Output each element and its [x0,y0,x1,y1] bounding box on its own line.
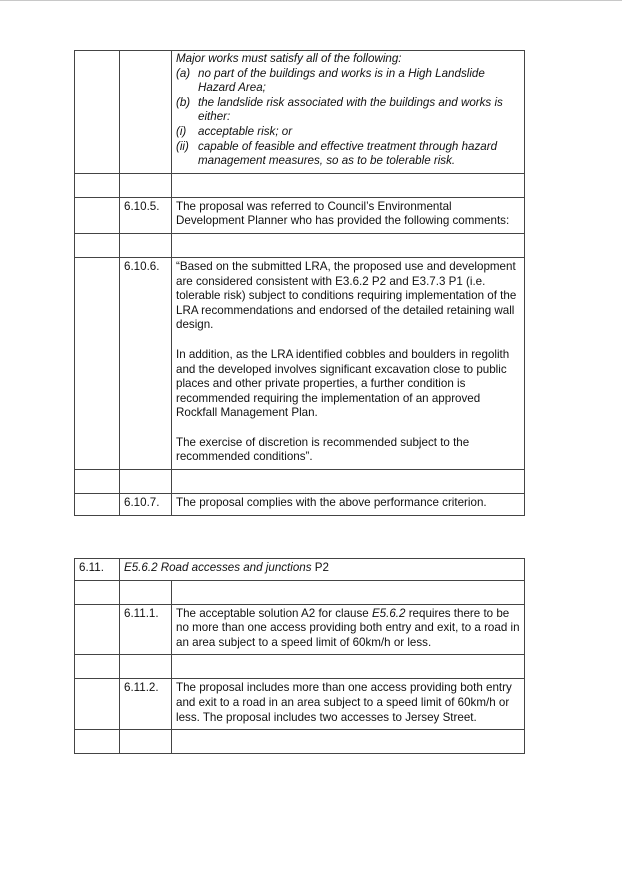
criterion-item-text: acceptable risk; or [198,124,293,138]
criterion-item-label: (i) [176,124,187,138]
table-row [75,679,525,730]
section-heading [120,559,525,581]
paragraph-text: The proposal was referred to Council’s Environmental Development Planner who has provided the following comments: [172,197,525,233]
criterion-text [172,51,525,174]
quote-paragraph: The exercise of discretion is recommended subject to the recommended conditions”. [176,435,470,464]
quoted-comments [172,257,525,469]
quote-paragraph: “Based on the submitted LRA, the proposed use and development are considered consistent with E3.6.2 P2 and E3.7.3 P1 (i.e. tolerable risk) subject to conditions requiring implementation of the LRA recommendations and endorsed of the detailed retaining wall design. [176,259,517,332]
cell-empty [75,494,120,516]
paragraph-text: The proposal complies with the above performance criterion. [172,494,525,516]
page-top-border [0,0,622,1]
table-row-spacer [75,730,525,754]
cell-empty [75,257,120,469]
cell-empty [75,604,120,655]
table-row-spacer [75,233,525,257]
paragraph-number: 6.11.1. [120,604,172,655]
section-heading-suffix: P2 [311,561,329,574]
criterion-item-text: no part of the buildings and works is in a High Landslide Hazard Area; [198,66,485,95]
criterion-item-label: (ii) [176,139,189,153]
table-row [75,604,525,655]
cell-empty [120,51,172,174]
paragraph-number: 6.10.6. [120,257,172,469]
quote-paragraph: In addition, as the LRA identified cobbles and boulders in regolith and the developed involves significant excavation close to public places and other private properties, a further condition is recommended requiring the implementation of an approved Rockfall Management Plan. [176,347,510,420]
criterion-item [176,140,520,169]
paragraph-number: 6.10.7. [120,494,172,516]
criterion-item-label: (b) [176,95,191,109]
table-row-spacer [75,470,525,494]
criterion-item [176,67,520,96]
criterion-item-label: (a) [176,66,191,80]
section-number: 6.11. [75,559,120,581]
table-row-spacer [75,655,525,679]
cell-empty [75,679,120,730]
section-heading-ref: E5.6.2 Road accesses and junctions [124,561,312,574]
criterion-item [176,96,520,125]
table-row-spacer [75,173,525,197]
paragraph-text: The acceptable solution A2 for clause E5.6.2 requires there to be no more than one access providing both entry and exit, to a road in an area subject to a speed limit of 60km/h or less. [172,604,525,655]
table-row [75,51,525,174]
table-row [75,197,525,233]
cell-empty [75,197,120,233]
paragraph-text: The proposal includes more than one access providing both entry and exit to a road in an area subject to a speed limit of 60km/h or less. The proposal includes two accesses to Jersey Street. [172,679,525,730]
clause-reference: E5.6.2 [371,606,406,620]
criterion-item [176,125,520,140]
table-row [75,494,525,516]
criterion-item-text: capable of feasible and effective treatment through hazard management measures, so as to be tolerable risk. [198,139,498,168]
table-row [75,257,525,469]
criterion-lead: Major works must satisfy all of the following: [176,52,402,65]
paragraph-number: 6.10.5. [120,197,172,233]
table-row [75,559,525,581]
paragraph-number: 6.11.2. [120,679,172,730]
cell-empty [75,51,120,174]
table-section-6-11 [74,558,525,754]
table-section-6-10 [74,50,525,516]
criterion-item-text: the landslide risk associated with the buildings and works is either: [198,95,503,124]
table-row-spacer [75,580,525,604]
